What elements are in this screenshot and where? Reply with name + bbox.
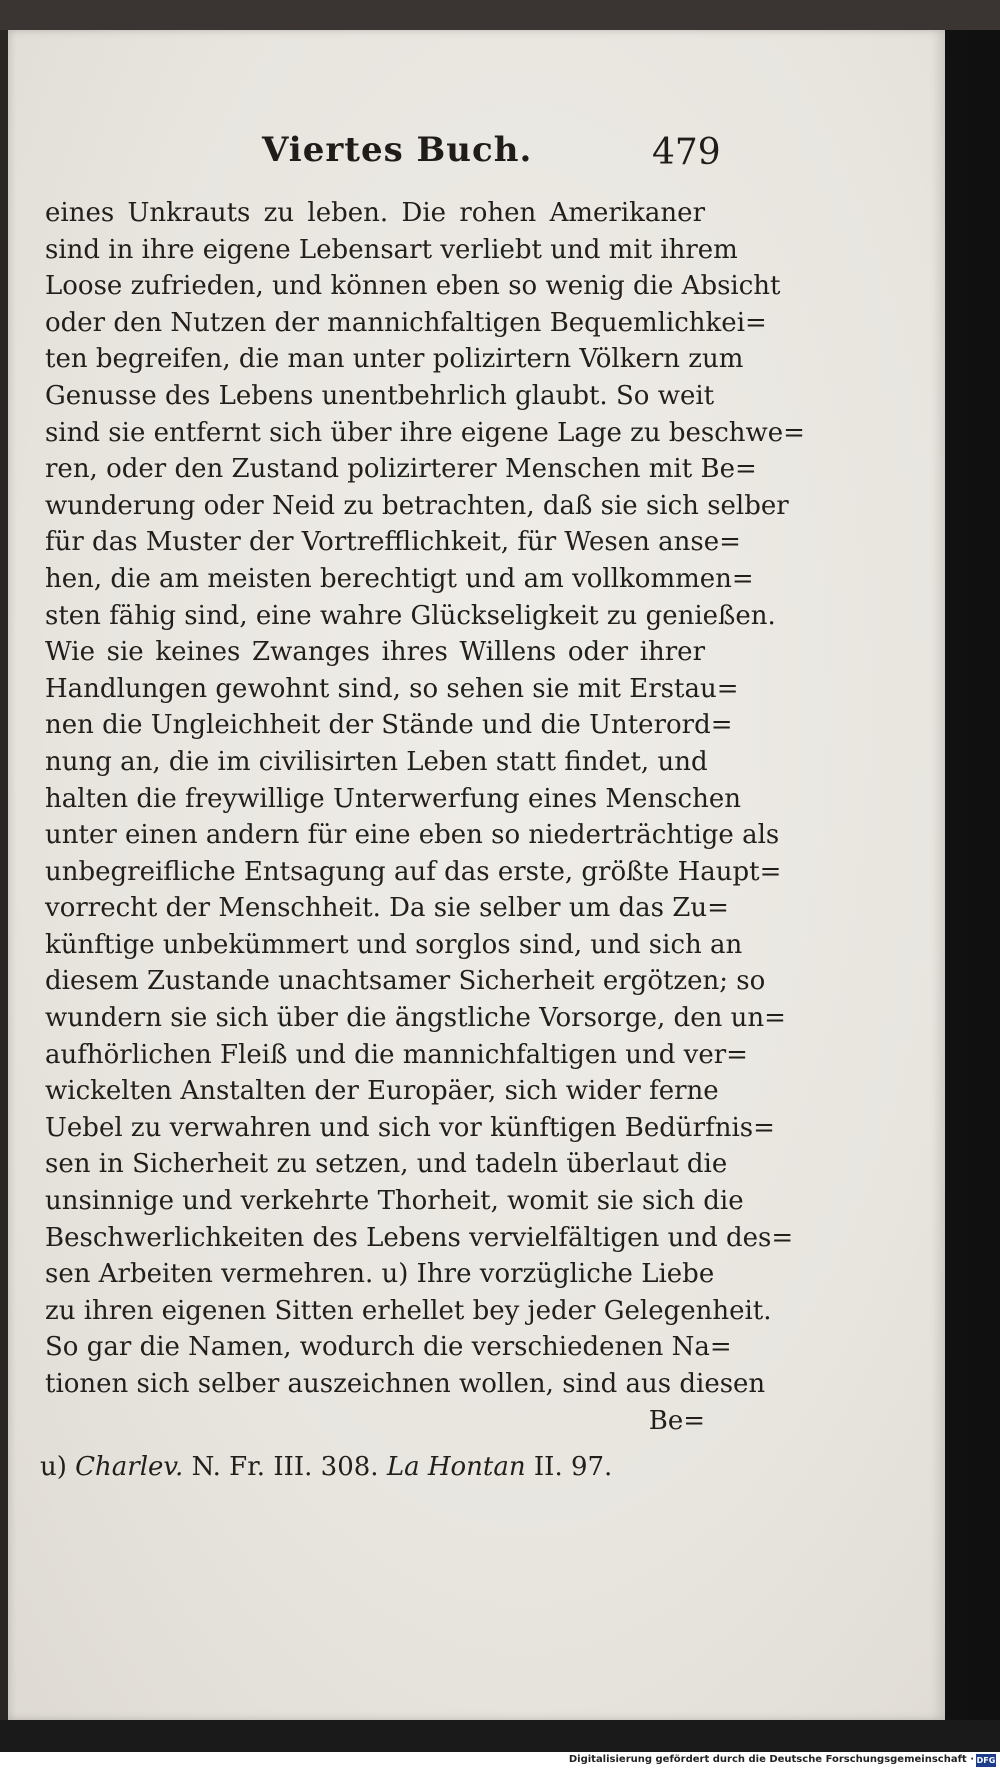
- text-line: sten fähig sind, eine wahre Glückseligkeit zu genießen.: [45, 600, 776, 631]
- text-line: sind sie entfernt sich über ihre eigene Lage zu beschwe=: [45, 417, 805, 448]
- body-text: [45, 195, 805, 1439]
- text-line: diesem Zustande unachtsamer Sicherheit ergötzen; so: [45, 966, 766, 997]
- footnote-author: Charlev.: [75, 1452, 184, 1482]
- text-line: Handlungen gewohnt sind, so sehen sie mit Erstau=: [45, 673, 739, 704]
- text-line: Uebel zu verwahren und sich vor künftigen Bedürfnis=: [45, 1112, 775, 1143]
- text-line: sen Arbeiten vermehren. u) Ihre vorzügliche Liebe: [45, 1259, 715, 1290]
- text-line: nung an, die im civilisirten Leben statt findet, und: [45, 746, 708, 777]
- text-line: tionen sich selber auszeichnen wollen, sind aus diesen: [45, 1369, 766, 1399]
- footnote: [40, 1452, 700, 1482]
- text-line: eines Unkrauts zu leben. Die rohen Amerikaner: [45, 198, 705, 228]
- text-line: unter einen andern für eine eben so niederträchtige als: [45, 820, 780, 851]
- footnote-reference: II. 97.: [533, 1452, 613, 1482]
- text-line: ren, oder den Zustand polizirterer Menschen mit Be=: [45, 454, 757, 485]
- text-line: für das Muster der Vortrefflichkeit, für Wesen anse=: [45, 527, 741, 558]
- text-line: wickelten Anstalten der Europäer, sich wider ferne: [45, 1076, 719, 1107]
- text-line: künftige unbekümmert und sorglos sind, und sich an: [45, 929, 743, 960]
- text-line: wundern sie sich über die ängstliche Vorsorge, den un=: [45, 1003, 786, 1034]
- text-line: oder den Nutzen der mannichfaltigen Bequemlichkei=: [45, 307, 767, 338]
- text-line: Wie sie keines Zwanges ihres Willens oder ihrer: [45, 637, 705, 668]
- text-line: ten begreifen, die man unter polizirtern Völkern zum: [45, 344, 744, 375]
- running-head: [0, 130, 1000, 180]
- text-line: nen die Ungleichheit der Stände und die Unterord=: [45, 710, 733, 741]
- footnote-author: La Hontan: [386, 1452, 526, 1482]
- text-line: halten die freywillige Unterwerfung eines Menschen: [45, 783, 741, 814]
- text-line: vorrecht der Menschheit. Da sie selber um das Zu=: [45, 893, 729, 924]
- text-line: aufhörlichen Fleiß und die mannichfaltigen und ver=: [45, 1039, 748, 1070]
- page-number: 479: [652, 132, 721, 173]
- funding-credit: Digitalisierung gefördert durch die Deutsche Forschungsgemeinschaft ·: [568, 1754, 974, 1765]
- running-head-title: Viertes Buch.: [262, 130, 533, 170]
- footnote-marker: u): [40, 1452, 67, 1482]
- text-line: Loose zufrieden, und können eben so wenig die Absicht: [45, 271, 781, 302]
- text-line: wunderung oder Neid zu betrachten, daß sie sich selber: [45, 490, 789, 521]
- dfg-logo-icon: DFG: [976, 1756, 996, 1765]
- text-line: sen in Sicherheit zu setzen, und tadeln überlaut die: [45, 1149, 728, 1180]
- text-line: zu ihren eigenen Sitten erhellet bey jeder Gelegenheit.: [45, 1295, 772, 1326]
- catchword: Be=: [648, 1405, 705, 1436]
- text-line: hen, die am meisten berechtigt und am vollkommen=: [45, 563, 754, 594]
- text-line: Genusse des Lebens unentbehrlich glaubt. So weit: [45, 380, 715, 411]
- text-line: sind in ihre eigene Lebensart verliebt und mit ihrem: [45, 234, 738, 265]
- text-line: So gar die Namen, wodurch die verschiedenen Na=: [45, 1332, 732, 1363]
- scan-top-edge: [0, 0, 1000, 30]
- text-line: unbegreifliche Entsagung auf das erste, größte Haupt=: [45, 856, 782, 887]
- footnote-reference: N. Fr. III. 308.: [191, 1452, 379, 1482]
- text-line: unsinnige und verkehrte Thorheit, womit sie sich die: [45, 1186, 744, 1217]
- text-line: Beschwerlichkeiten des Lebens vervielfältigen und des=: [45, 1222, 794, 1253]
